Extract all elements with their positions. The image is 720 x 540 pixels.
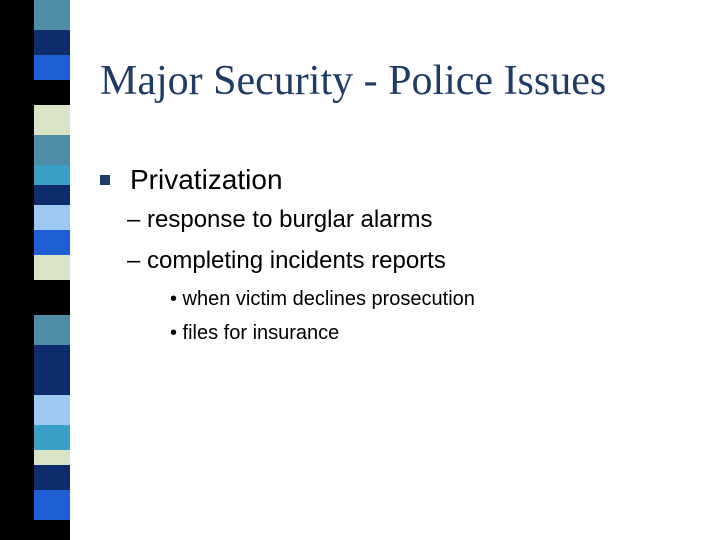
square-bullet-icon: [100, 175, 110, 185]
sub-sub-bullet-1: • when victim declines prosecution: [170, 288, 475, 310]
bullet-level1-text: Privatization: [130, 164, 283, 195]
sub-bullet-1: – response to burglar alarms: [127, 206, 433, 233]
decorative-stripe: [0, 0, 70, 540]
sub-sub-bullet-2: • files for insurance: [170, 322, 340, 344]
sub-bullet-2: – completing incidents reports: [127, 247, 446, 274]
bullet-level1: [100, 163, 283, 197]
slide-title: Major Security - Police Issues: [100, 58, 607, 104]
